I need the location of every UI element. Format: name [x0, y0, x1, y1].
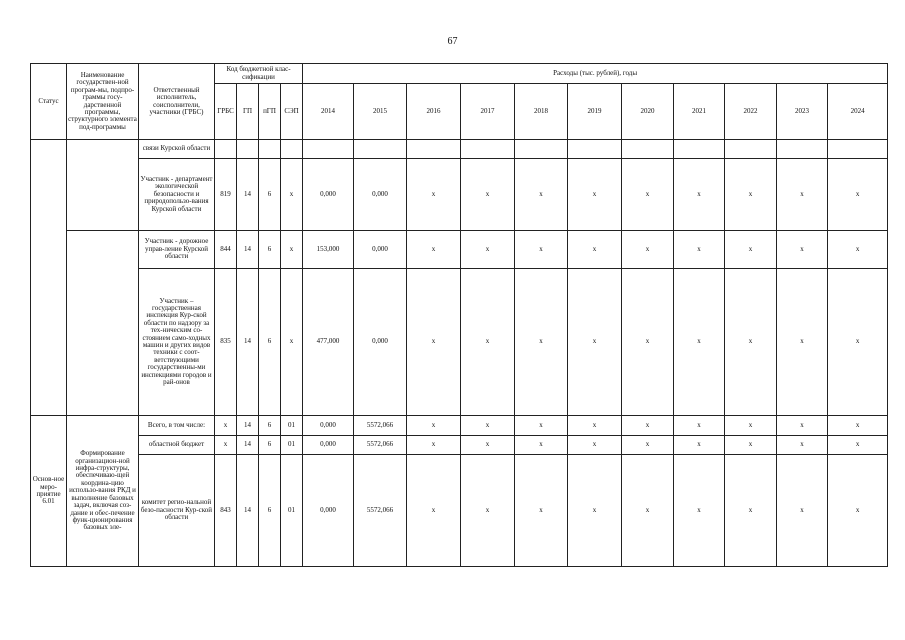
value-cell: х	[828, 416, 888, 436]
budget-table	[30, 63, 888, 567]
value-cell: 0,000	[303, 455, 354, 567]
value-cell: х	[407, 269, 461, 416]
value-cell: 0,000	[354, 231, 407, 269]
value-cell: х	[777, 416, 828, 436]
value-cell: х	[461, 159, 515, 231]
value-cell: 0,000	[303, 159, 354, 231]
code-cell: 14	[237, 159, 259, 231]
value-cell: х	[674, 436, 725, 455]
value-cell: 153,000	[303, 231, 354, 269]
header-year: 2017	[461, 84, 515, 140]
value-cell	[622, 140, 674, 159]
executor-cell: Всего, в том числе:	[139, 416, 215, 436]
header-program-name: Наименование государствен-ной програм-мы, подпро-граммы госу-дарственной программы, структурного элемента под-программы	[67, 64, 139, 140]
value-cell: х	[674, 455, 725, 567]
value-cell: х	[622, 269, 674, 416]
header-code-grbs: ГРБС	[215, 84, 237, 140]
value-cell: 0,000	[354, 269, 407, 416]
value-cell: х	[828, 159, 888, 231]
code-cell: 6	[259, 269, 281, 416]
executor-cell: связи Курской области	[139, 140, 215, 159]
code-cell: 819	[215, 159, 237, 231]
executor-cell: областной бюджет	[139, 436, 215, 455]
value-cell	[407, 140, 461, 159]
value-cell	[303, 140, 354, 159]
value-cell: х	[622, 159, 674, 231]
value-cell: х	[622, 416, 674, 436]
header-year: 2019	[568, 84, 622, 140]
value-cell: х	[568, 269, 622, 416]
code-cell: х	[281, 231, 303, 269]
header-code-sep: СЭП	[281, 84, 303, 140]
code-cell: 6	[259, 436, 281, 455]
value-cell	[515, 140, 568, 159]
code-cell: х	[281, 159, 303, 231]
code-cell: 01	[281, 416, 303, 436]
code-cell: х	[215, 436, 237, 455]
page-number: 67	[447, 36, 458, 47]
value-cell: 0,000	[303, 416, 354, 436]
value-cell	[674, 140, 725, 159]
value-cell: х	[622, 436, 674, 455]
table-row	[31, 269, 888, 416]
value-cell: х	[407, 231, 461, 269]
status-cell	[31, 140, 67, 416]
header-code-gp: ГП	[237, 84, 259, 140]
value-cell: х	[461, 416, 515, 436]
value-cell: х	[777, 455, 828, 567]
value-cell: х	[622, 455, 674, 567]
code-cell	[281, 140, 303, 159]
value-cell: х	[515, 455, 568, 567]
code-cell: 14	[237, 269, 259, 416]
header-expenses: Расходы (тыс. рублей), годы	[303, 64, 888, 84]
header-year: 2021	[674, 84, 725, 140]
value-cell: х	[777, 231, 828, 269]
program-name-cell	[67, 231, 139, 416]
value-cell	[354, 140, 407, 159]
value-cell	[777, 140, 828, 159]
value-cell: х	[515, 436, 568, 455]
code-cell: 01	[281, 436, 303, 455]
value-cell: 477,000	[303, 269, 354, 416]
header-year: 2023	[777, 84, 828, 140]
code-cell: х	[281, 269, 303, 416]
value-cell: х	[725, 455, 777, 567]
value-cell	[828, 140, 888, 159]
table-row	[31, 416, 888, 436]
value-cell: х	[674, 416, 725, 436]
value-cell: х	[725, 231, 777, 269]
value-cell: х	[568, 436, 622, 455]
measure-status-cell: Основ-ное меро-приятие 6.01	[31, 416, 67, 567]
executor-cell: комитет регио-нальной безо-пасности Кур-ской области	[139, 455, 215, 567]
header-year: 2016	[407, 84, 461, 140]
header-executor: Ответственный исполнитель, соисполнители, участники (ГРБС)	[139, 64, 215, 140]
value-cell	[568, 140, 622, 159]
code-cell: 6	[259, 159, 281, 231]
value-cell: х	[725, 269, 777, 416]
header-year: 2024	[828, 84, 888, 140]
header-year: 2020	[622, 84, 674, 140]
table-row	[31, 455, 888, 567]
header-code-pgp: пГП	[259, 84, 281, 140]
executor-cell: Участник – государственная инспекция Кур-ской области по надзору за тех-ническим со-стоянием само-ходных машин и других видов техники с соот-ветствующими государственны-ми инспекциями городов и рай-онов	[139, 269, 215, 416]
executor-cell: Участник - департамент экологической безопасности и природопользо-вания Курской области	[139, 159, 215, 231]
value-cell	[725, 140, 777, 159]
code-cell: 14	[237, 455, 259, 567]
value-cell: х	[828, 231, 888, 269]
table-row	[31, 159, 888, 231]
code-cell: 14	[237, 416, 259, 436]
value-cell: х	[461, 455, 515, 567]
header-year: 2022	[725, 84, 777, 140]
value-cell: х	[407, 436, 461, 455]
value-cell: х	[725, 436, 777, 455]
value-cell: х	[828, 436, 888, 455]
code-cell: 14	[237, 436, 259, 455]
value-cell: х	[515, 159, 568, 231]
value-cell: х	[568, 455, 622, 567]
code-cell	[237, 140, 259, 159]
table-row	[31, 140, 888, 159]
executor-cell: Участник - дорожное управ-ление Курской области	[139, 231, 215, 269]
value-cell: х	[674, 231, 725, 269]
value-cell: х	[777, 269, 828, 416]
header-status: Статус	[31, 64, 67, 140]
value-cell: х	[674, 159, 725, 231]
value-cell: 0,000	[303, 436, 354, 455]
value-cell: х	[515, 231, 568, 269]
code-cell	[215, 140, 237, 159]
code-cell: х	[215, 416, 237, 436]
measure-name-cell: Формирование организацион-ной инфра-структуры, обеспечиваю-щей координа-цию использо-вания РКД и выполнение базовых задач, включая соз-дание и обес-печение функ-ционирования базовых эле-	[67, 416, 139, 567]
header-year: 2014	[303, 84, 354, 140]
table-row	[31, 231, 888, 269]
value-cell: 0,000	[354, 159, 407, 231]
value-cell: х	[461, 436, 515, 455]
value-cell: х	[407, 416, 461, 436]
value-cell: х	[407, 455, 461, 567]
code-cell: 835	[215, 269, 237, 416]
value-cell: х	[461, 269, 515, 416]
value-cell: х	[777, 159, 828, 231]
program-name-cell	[67, 140, 139, 231]
code-cell: 844	[215, 231, 237, 269]
value-cell: х	[725, 416, 777, 436]
value-cell: х	[568, 416, 622, 436]
code-cell: 14	[237, 231, 259, 269]
code-cell: 6	[259, 231, 281, 269]
value-cell: х	[568, 231, 622, 269]
value-cell	[461, 140, 515, 159]
header-year: 2015	[354, 84, 407, 140]
value-cell: х	[515, 269, 568, 416]
value-cell: х	[407, 159, 461, 231]
value-cell: х	[622, 231, 674, 269]
header-year: 2018	[515, 84, 568, 140]
value-cell: 5572,066	[354, 436, 407, 455]
header-budget-code: Код бюджетной клас-сификации	[215, 64, 303, 84]
value-cell: 5572,066	[354, 416, 407, 436]
value-cell: х	[725, 159, 777, 231]
code-cell: 6	[259, 455, 281, 567]
value-cell: х	[828, 269, 888, 416]
table-row	[31, 436, 888, 455]
code-cell: 01	[281, 455, 303, 567]
value-cell: х	[515, 416, 568, 436]
value-cell: х	[777, 436, 828, 455]
value-cell: 5572,066	[354, 455, 407, 567]
value-cell: х	[828, 455, 888, 567]
code-cell	[259, 140, 281, 159]
value-cell: х	[461, 231, 515, 269]
value-cell: х	[568, 159, 622, 231]
value-cell: х	[674, 269, 725, 416]
code-cell: 843	[215, 455, 237, 567]
code-cell: 6	[259, 416, 281, 436]
